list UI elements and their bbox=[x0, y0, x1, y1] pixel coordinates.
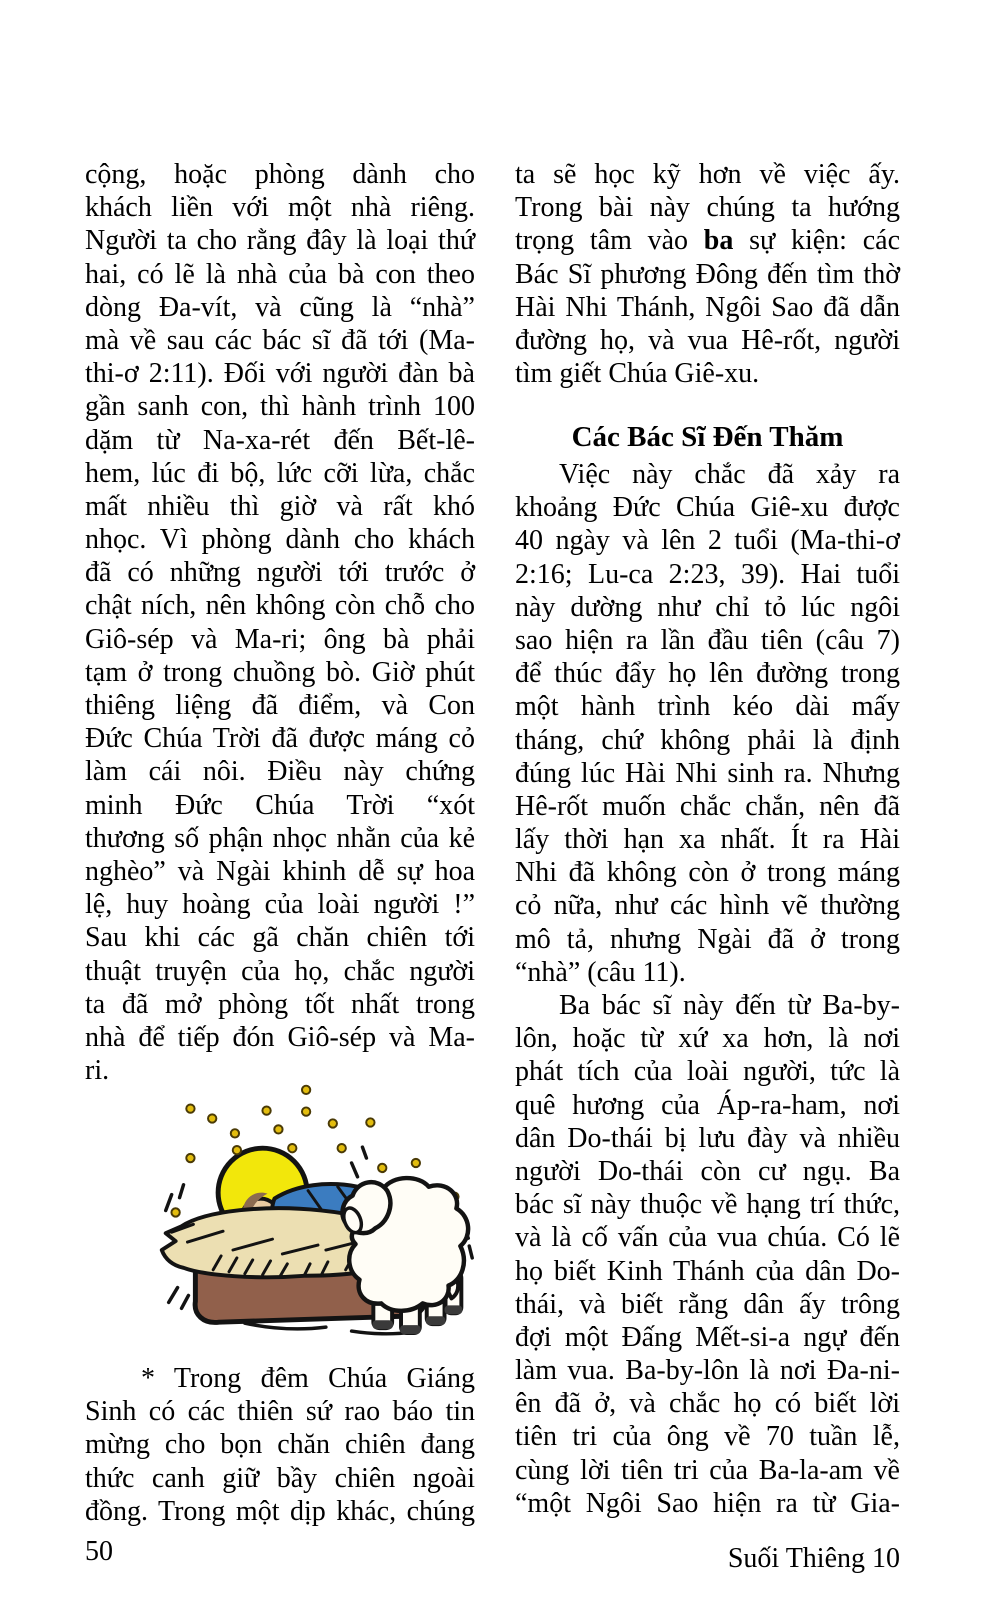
text-line: Sinh có các thiên sứ rao báo tin bbox=[85, 1396, 475, 1428]
text-line: và là cố vấn của vua chúa. Có lẽ bbox=[515, 1222, 900, 1254]
text-line: thái, và biết rằng dân ấy trông bbox=[515, 1288, 900, 1320]
text-line: để thúc đẩy họ lên đường trong bbox=[515, 658, 900, 690]
text-line: sao hiện ra lần đầu tiên (câu 7) bbox=[515, 624, 900, 656]
text-line: tiên tri của ông về 70 tuần lễ, bbox=[515, 1421, 900, 1453]
text-line: Hê-rốt muốn chắc chắn, nên đã bbox=[515, 790, 900, 822]
text-line: trọng tâm vào ba sự kiện: các bbox=[515, 225, 900, 257]
text-line: nghèo” và Ngài khinh dễ sự hoa bbox=[85, 855, 475, 887]
text-line: Sau khi các gã chăn chiên tới bbox=[85, 922, 475, 954]
text-line: Người ta cho rằng đây là loại thứ bbox=[85, 225, 475, 257]
text-line: Đức Chúa Trời đã được máng cỏ bbox=[85, 723, 475, 755]
text-line: khách liền với một nhà riêng. bbox=[85, 192, 475, 224]
text-line: thiêng liệng đã điểm, và Con bbox=[85, 690, 475, 721]
text-line: Hài Nhi Thánh, Ngôi Sao đã dẫn bbox=[515, 291, 900, 323]
left-column-body-paragraph bbox=[85, 158, 475, 1087]
text-line: mô tả, nhưng Ngài đã ở trong bbox=[515, 923, 900, 955]
text-line: mà về sau các bác sĩ đã tới (Ma- bbox=[85, 324, 475, 356]
right-column-intro-paragraph bbox=[515, 158, 900, 390]
text-line: ta đã mở phòng tốt nhất trong bbox=[85, 988, 475, 1020]
text-line: tháng, chứ không phải là định bbox=[515, 724, 900, 756]
text-line: đồng. Trong một dịp khác, chúng bbox=[85, 1495, 475, 1527]
section-heading: Các Bác Sĩ Đến Thăm bbox=[571, 421, 844, 453]
text-line: người Do-thái còn cư ngụ. Ba bbox=[515, 1155, 900, 1187]
text-line: mất nhiều thì giờ và rất khó bbox=[85, 490, 475, 522]
text-line: nhọc. Vì phòng dành cho khách bbox=[85, 524, 475, 556]
text-line: * Trong đêm Chúa Giáng bbox=[141, 1363, 475, 1394]
text-line: lôn, hoặc từ xứ xa hơn, là nơi bbox=[515, 1023, 900, 1055]
text-line: gần sanh con, thì hành trình 100 bbox=[85, 391, 475, 423]
text-line: tạm ở trong chuồng bò. Giờ phút bbox=[85, 656, 475, 688]
text-line: khoảng Đức Chúa Giê-xu được bbox=[515, 492, 900, 524]
text-line: bác sĩ này thuộc về hạng trí thức, bbox=[515, 1189, 900, 1221]
text-line: Ba bác sĩ này đến từ Ba-by- bbox=[559, 990, 900, 1021]
text-line: thương số phận nhọc nhằn của kẻ bbox=[85, 822, 475, 854]
text-line: Trong bài này chúng ta hướng bbox=[515, 192, 900, 224]
text-line: lệ, huy hoàng của loài người !” bbox=[85, 889, 475, 921]
text-line: một hành trình kéo dài mấy bbox=[515, 691, 900, 723]
text-line: ên đã ở, và chắc họ có biết lời bbox=[515, 1388, 900, 1420]
text-line: “một Ngôi Sao hiện ra từ Gia- bbox=[515, 1487, 900, 1519]
text-line: này dường như chỉ tỏ lúc ngôi bbox=[515, 591, 900, 623]
text-line: nhà để tiếp đón Giô-sép và Ma- bbox=[85, 1021, 475, 1053]
section-paragraph bbox=[515, 458, 900, 989]
footer-page-number: 50 bbox=[85, 1536, 113, 1567]
text-line: Giô-sép và Ma-ri; ông bà phải bbox=[85, 623, 475, 655]
text-line: thi-ơ 2:11). Đối với người đàn bà bbox=[85, 358, 475, 390]
text-line: phát tích của loài người, tức là bbox=[515, 1056, 900, 1088]
text-line: làm vua. Ba-by-lôn là nơi Đa-ni- bbox=[515, 1355, 900, 1387]
text-line: cộng, hoặc phòng dành cho bbox=[85, 159, 475, 190]
text-line: họ biết Kinh Thánh của dân Do- bbox=[515, 1255, 900, 1287]
text-line: thuật truyện của họ, chắc người bbox=[85, 955, 475, 987]
text-line: 2:16; Lu-ca 2:23, 39). Hai tuổi bbox=[515, 558, 900, 590]
text-line: mừng cho bọn chăn chiên đang bbox=[85, 1429, 475, 1461]
text-line: 40 ngày và lên 2 tuổi (Ma-thi-ơ bbox=[515, 525, 900, 557]
text-line: đúng lúc Hài Nhi sinh ra. Nhưng bbox=[515, 757, 900, 789]
text-line: ri. bbox=[85, 1055, 110, 1087]
text-line: đợi một Đấng Mết-si-a ngự đến bbox=[515, 1321, 900, 1353]
text-line: hem, lúc đi bộ, lức cỡi lừa, chắc bbox=[85, 457, 475, 489]
continued-paragraph bbox=[515, 989, 900, 1520]
text-line: “nhà” (câu 11). bbox=[515, 956, 686, 988]
text-line: tìm giết Chúa Giê-xu. bbox=[515, 358, 760, 390]
nativity-illustration bbox=[157, 1076, 475, 1338]
text-line: đã có những người tới trước ở bbox=[85, 557, 475, 589]
text-line: Nhi đã không còn ở trong máng bbox=[515, 857, 900, 889]
text-line: minh Đức Chúa Trời “xót bbox=[85, 789, 475, 821]
text-line: lấy thời hạn xa nhất. Ít ra Hài bbox=[515, 824, 900, 856]
text-line: dặm từ Na-xa-rét đến Bết-lê- bbox=[85, 424, 475, 456]
text-line: quê hương của Áp-ra-ham, nơi bbox=[515, 1089, 900, 1121]
text-line: Bác Sĩ phương Đông đến tìm thờ bbox=[515, 258, 900, 290]
footer-publication: Suối Thiêng 10 bbox=[727, 1543, 900, 1574]
text-line: thức canh giữ bầy chiên ngoài bbox=[85, 1462, 475, 1494]
text-line: làm cái nôi. Điều này chứng bbox=[85, 756, 475, 788]
text-line: dân Do-thái bị lưu đày và nhiều bbox=[515, 1122, 900, 1154]
text-line: ta sẽ học kỹ hơn về việc ấy. bbox=[515, 159, 900, 190]
text-line: cùng lời tiên tri của Ba-la-am về bbox=[515, 1454, 900, 1486]
text-line: hai, có lẽ là nhà của bà con theo bbox=[85, 258, 475, 290]
text-line: đường họ, và vua Hê-rốt, người bbox=[515, 324, 900, 356]
text-line: Việc này chắc đã xảy ra bbox=[559, 459, 900, 490]
footnote-paragraph bbox=[85, 1362, 475, 1528]
text-line: dòng Đa-vít, và cũng là “nhà” bbox=[85, 291, 475, 323]
text-line: chật ních, nên không còn chỗ cho bbox=[85, 590, 475, 622]
text-line: cỏ nữa, như các hình vẽ thường bbox=[515, 890, 900, 922]
